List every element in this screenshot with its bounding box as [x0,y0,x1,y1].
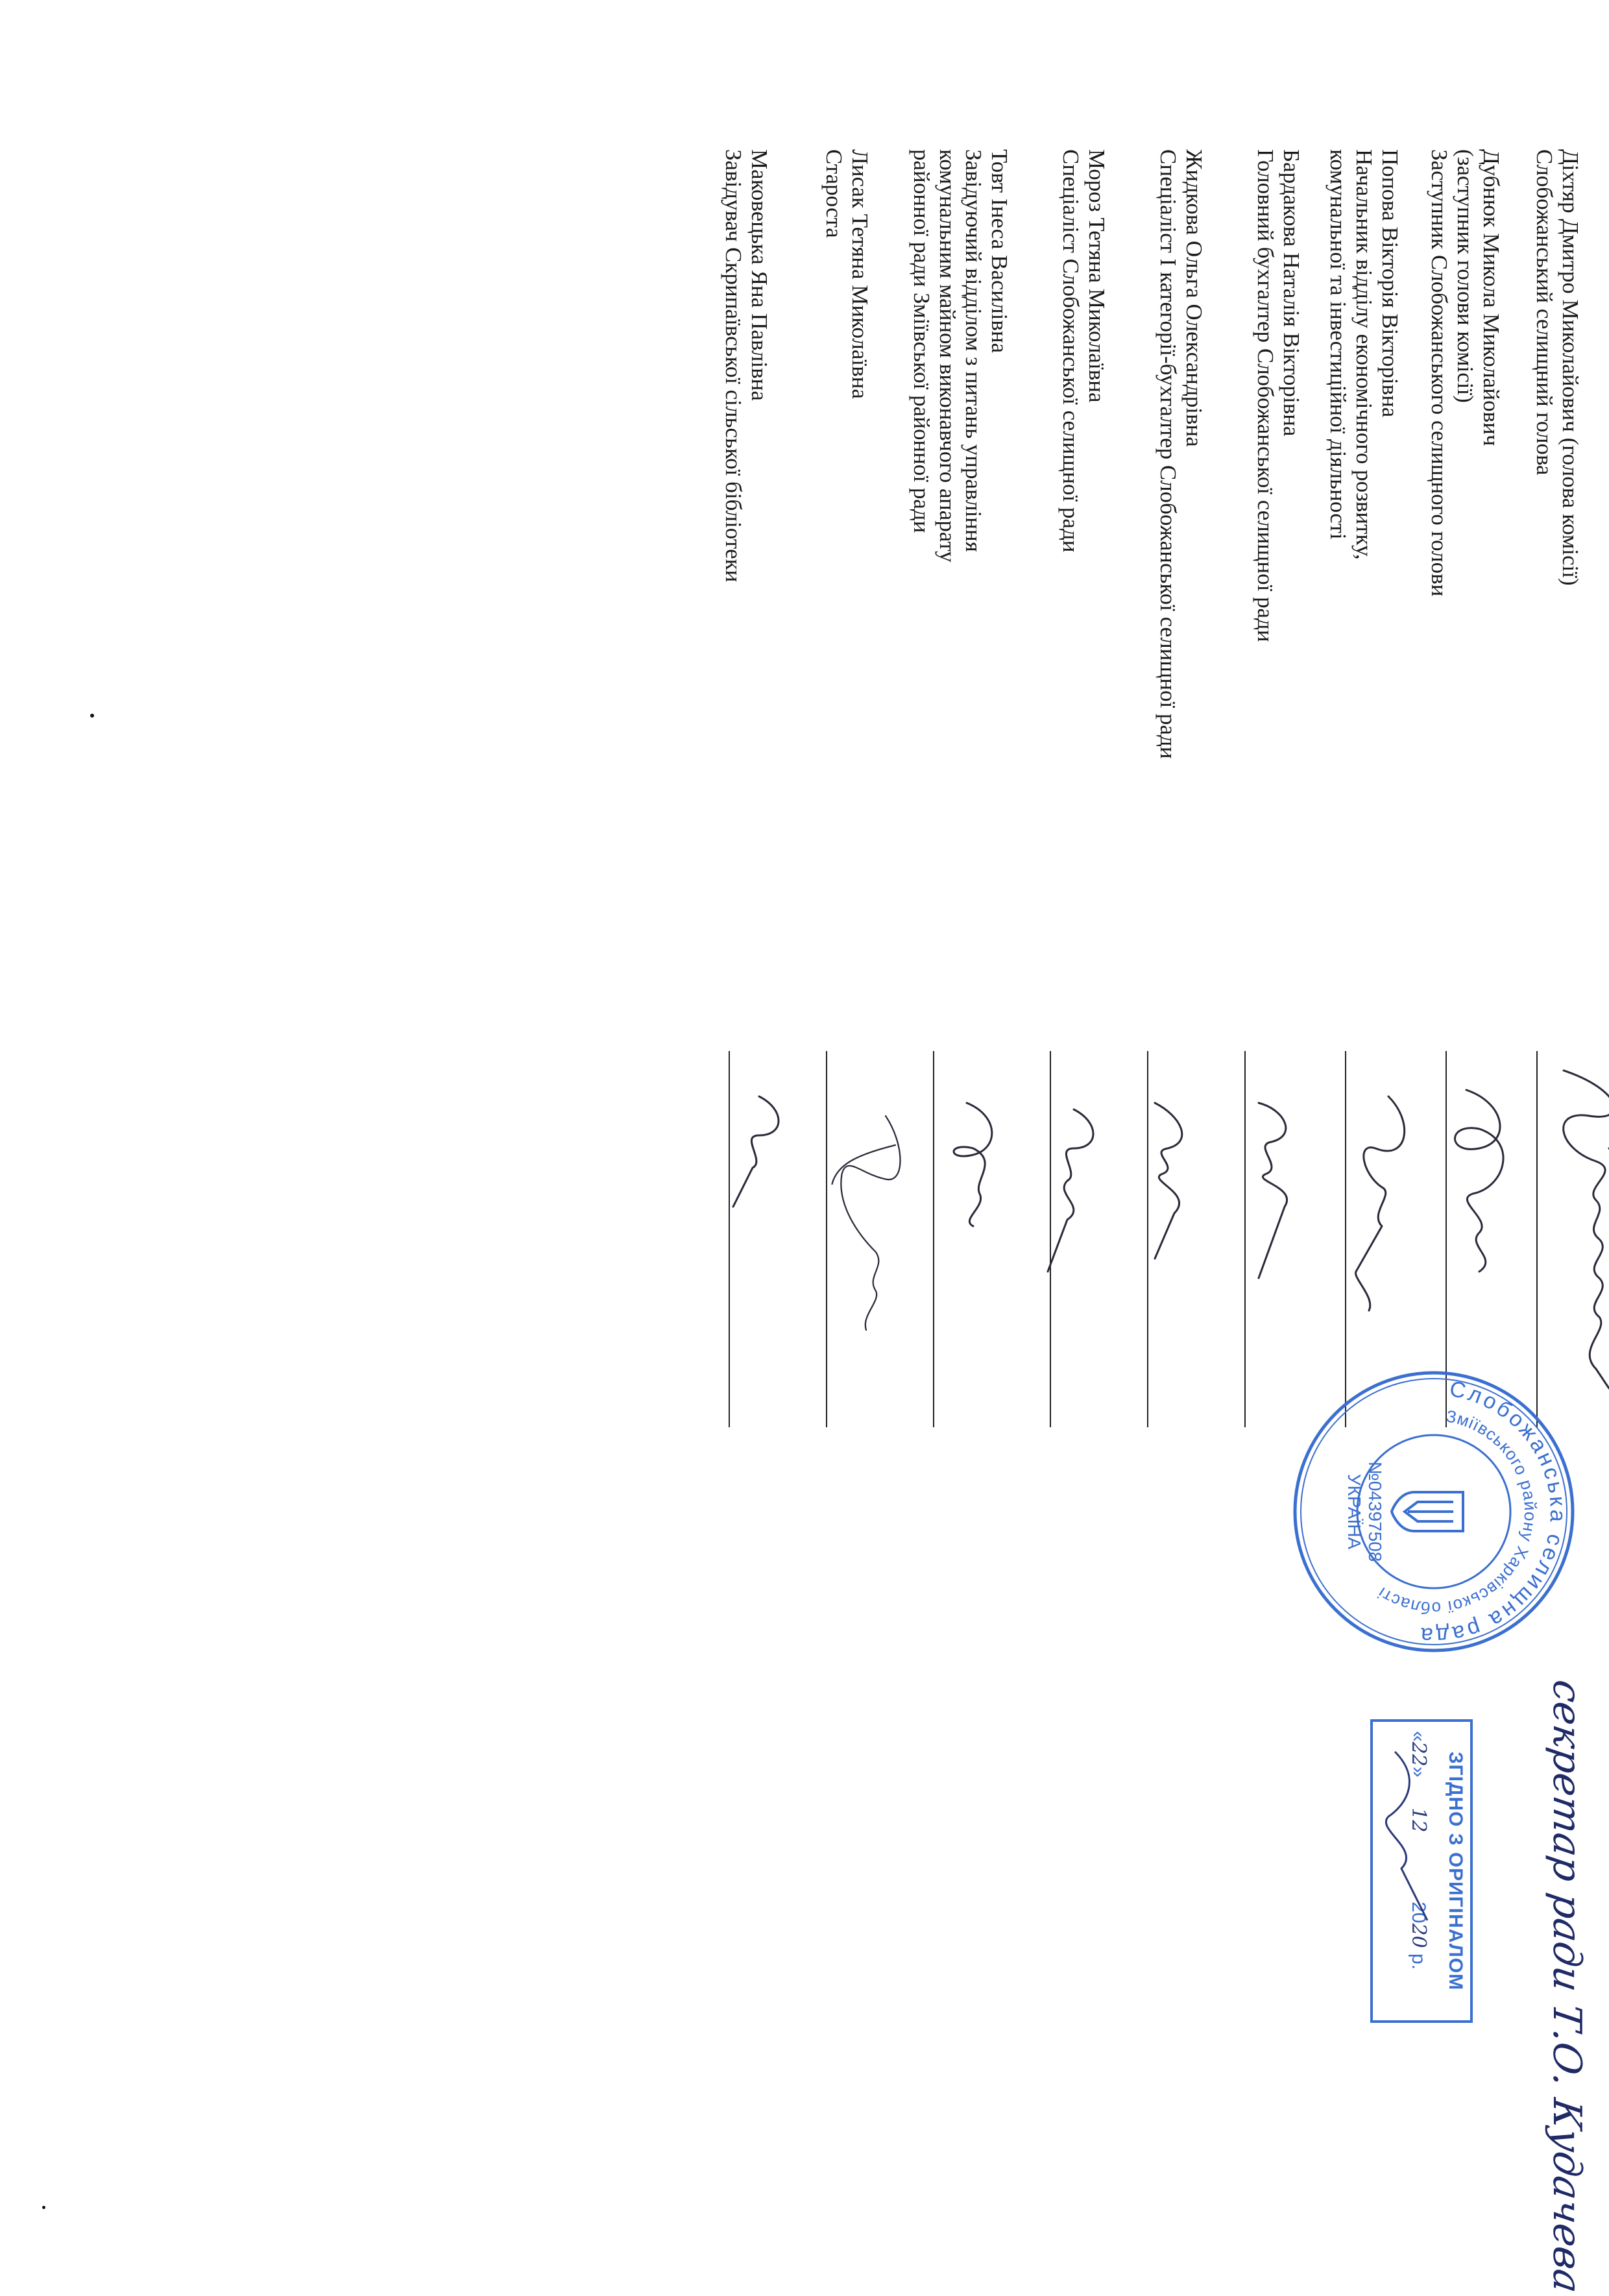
member-role: Слобожанський селищний голова [1532,149,1557,476]
signature-9 [714,1064,811,1401]
member-name: Мороз Тетяна Миколаївна [1084,149,1109,403]
seal-outer-text: Слобожанська селищна рада [1417,1376,1571,1649]
certification-month: 12 [1407,1807,1430,1833]
member-6 [1058,149,1109,553]
signature-3 [1330,1064,1427,1401]
member-name: Жидкова Ольга Олександрівна [1181,149,1207,447]
seal-code: №04397508 [1365,1461,1385,1562]
certification-day: 22 [1407,1741,1430,1767]
member-role: Начальник відділу економічного розвитку, [1351,149,1377,560]
signature-8 [817,1064,915,1401]
member-role: Завідувач Скрипаївської сільської бібліотеки [721,149,746,583]
seal-country: УКРАЇНА [1344,1473,1364,1550]
certification-year-suffix: 20 [1407,1923,1430,1948]
certification-date: «22» 12 2020 р. [1407,1731,1430,1970]
signature-2 [1434,1064,1531,1401]
member-role: комунальним майном виконавчого апарату [935,149,960,562]
scan-speck [42,2206,45,2209]
member-name: Лисак Тетяна Миколаївна [847,149,873,399]
member-7 [908,149,1012,562]
member-3 [1325,149,1403,560]
signature-5 [1122,1064,1220,1401]
member-name: Дубнюк Микола Миколайович [1479,149,1504,446]
signature-7 [928,1064,1025,1401]
member-name: Товт Інеса Василівна [987,149,1012,354]
signature-1 [1538,1064,1609,1401]
certification-signature [1369,1726,1447,2011]
member-4 [1252,149,1304,642]
member-5 [1155,149,1207,759]
member-role: комунальної та інвестиційної діяльності [1325,149,1351,540]
member-role: Головний бухгалтер Слобожанської селищної ради [1253,149,1278,642]
member-role: Заступник Слобожанського селищного голови [1427,149,1452,597]
member-role: Завідуючий відділом з питань управління [961,149,986,552]
member-name: Бардакова Наталія Вікторівна [1279,149,1304,437]
member-name: Маковецька Яна Павлівна [747,149,772,401]
member-9 [720,149,772,582]
handwritten-note: секретар ради Т.О. Кудачева [1544,1677,1590,2296]
trident-icon [1392,1492,1463,1531]
member-role: Спеціаліст І категорії-бухгалтер Слобожанської селищної ради [1155,149,1181,759]
official-seal [1291,1369,1577,1654]
member-role: (заступник голови комісії) [1453,149,1478,403]
member-name: Попова Вікторія Вікторівна [1377,149,1403,418]
certification-year-prefix: 20 [1408,1902,1429,1924]
member-role: районної ради Зміївської районної ради [909,149,934,533]
seal-inner-text: Зміївського району Харківської області [1373,1406,1541,1619]
member-role: Спеціаліст Слобожанської селищної ради [1058,149,1083,553]
signature-4 [1226,1064,1324,1401]
member-name: Діхтяр Дмитро Миколайович (голова комісії) [1558,149,1583,586]
scan-speck [90,714,94,718]
signature-6 [1028,1064,1126,1401]
member-1 [1531,149,1583,586]
certification-title: ЗГІДНО З ОРИГІНАЛОМ [1445,1751,1466,1991]
member-role: Староста [821,149,847,238]
certification-year-unit: р. [1408,1953,1429,1970]
member-2 [1426,149,1504,596]
member-8 [821,149,873,399]
